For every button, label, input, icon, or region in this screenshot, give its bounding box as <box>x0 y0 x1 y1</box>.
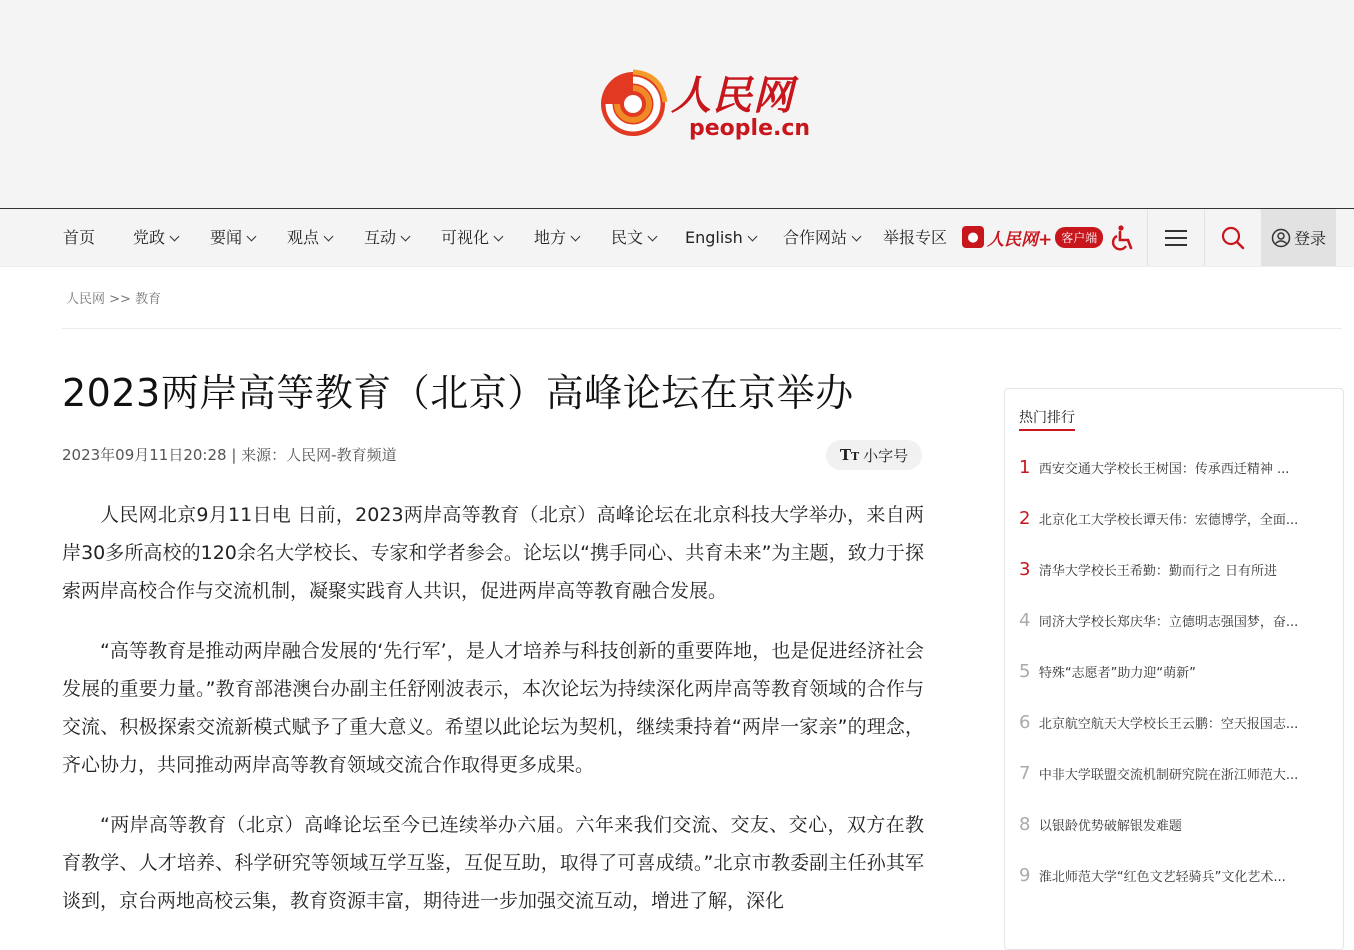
breadcrumb-section-link[interactable]: 教育 <box>135 292 162 307</box>
chevron-down-icon <box>324 232 334 242</box>
nav-item-english[interactable] <box>685 209 756 266</box>
chevron-down-icon <box>747 232 757 242</box>
hot-ranking-item[interactable] <box>1019 447 1319 487</box>
article-paragraph: “高等教育是推动两岸融合发展的‘先行军’，是人才培养与科技创新的重要阵地，也是促进经济社会发展的重要力量。”教育部港澳台办副主任舒刚波表示，本次论坛为持续深化两岸高等教育领域的合作与交流、积极探索交流新模式赋予了重大意义。希望以此论坛为契机，继续秉持着“两岸一家亲”的理念，齐心协力，共同推动两岸高等教育领域交流合作取得更多成果。 <box>62 640 924 776</box>
people-cn-logo[interactable] <box>595 64 815 148</box>
rank-headline[interactable]: 清华大学校长王希勤：勤而行之 日有所进 <box>1038 563 1278 579</box>
breadcrumb-home-link[interactable]: 人民网 <box>66 292 106 307</box>
nav-label: 可视化 <box>441 228 490 247</box>
user-icon <box>1271 228 1291 248</box>
article-datetime: 2023年09月11日20:28 <box>62 446 227 464</box>
nav-item-ethnic[interactable] <box>611 209 656 266</box>
login-button[interactable] <box>1261 209 1336 266</box>
title-underline <box>1019 429 1075 431</box>
rank-number: 9 <box>1019 864 1031 886</box>
accessibility-button[interactable] <box>1100 209 1146 266</box>
article-paragraph: 人民网北京9月11日电 日前，2023两岸高等教育（北京）高峰论坛在北京科技大学举办，来自两岸30多所高校的120余名大学校长、专家和学者参会。论坛以“携手同心、共育未来”为主题，致力于探索两岸高校合作与交流机制，凝聚实践育人共识，促进两岸高等教育融合发展。 <box>62 504 924 602</box>
chevron-down-icon <box>494 232 504 242</box>
nav-label: 合作网站 <box>783 228 848 247</box>
nav-item-local[interactable] <box>534 209 579 266</box>
chevron-down-icon <box>247 232 257 242</box>
nav-item-report[interactable] <box>883 209 947 266</box>
rank-headline[interactable]: 特殊“志愿者”助力迎“萌新” <box>1038 665 1196 681</box>
nav-label: 互动 <box>364 228 397 247</box>
people-plus-app-link[interactable] <box>962 225 1103 249</box>
nav-label: 首页 <box>63 228 96 247</box>
rank-number: 4 <box>1019 609 1031 631</box>
chevron-down-icon <box>571 232 581 242</box>
font-size-toggle-button[interactable] <box>826 440 922 470</box>
article-paragraph: “两岸高等教育（北京）高峰论坛至今已连续举办六届。六年来我们交流、交友、交心，双方在教育教学、人才培养、科学研究等领域互学互鉴，互促互助，取得了可喜成绩。”北京市教委副主任孙其军谈到，京台两地高校云集，教育资源丰富，期待进一步加强交流互动，增进了解，深化 <box>62 814 924 912</box>
chevron-down-icon <box>648 232 658 242</box>
article-body <box>62 496 924 942</box>
nav-label: 地方 <box>534 228 567 247</box>
main-nav <box>0 209 1354 267</box>
font-size-icon: TT <box>839 446 860 464</box>
hot-ranking-item[interactable] <box>1019 498 1319 538</box>
source-separator: | 来源： <box>226 446 287 464</box>
nav-item-party-gov[interactable] <box>133 209 178 266</box>
hot-ranking-item[interactable] <box>1019 549 1319 589</box>
nav-item-home[interactable] <box>63 209 95 266</box>
chevron-down-icon <box>401 232 411 242</box>
rank-headline[interactable]: 西安交通大学校长王树国：传承西迁精神 ... <box>1038 461 1290 477</box>
rank-headline[interactable]: 同济大学校长郑庆华：立德明志强国梦，奋... <box>1038 614 1299 630</box>
hot-ranking-item[interactable] <box>1019 651 1319 691</box>
rank-number: 1 <box>1019 456 1031 478</box>
hot-ranking-item[interactable] <box>1019 804 1319 844</box>
nav-item-opinion[interactable] <box>287 209 332 266</box>
rank-number: 2 <box>1019 507 1031 529</box>
rank-headline[interactable]: 以银龄优势破解银发难题 <box>1038 818 1182 834</box>
breadcrumb-separator: >> <box>105 292 136 307</box>
search-icon <box>1221 226 1245 250</box>
rank-headline[interactable]: 中非大学联盟交流机制研究院在浙江师范大... <box>1038 767 1299 783</box>
wheelchair-icon <box>1109 224 1137 252</box>
logo-chinese-text: 人民网 <box>671 72 794 119</box>
app-badge: 客户端 <box>1055 227 1103 248</box>
rank-number: 6 <box>1019 711 1031 733</box>
rank-headline[interactable]: 北京化工大学校长谭天伟：宏德博学，全面... <box>1038 512 1299 528</box>
chevron-down-icon <box>852 232 862 242</box>
nav-item-visualization[interactable] <box>441 209 502 266</box>
rank-headline[interactable]: 淮北师范大学“红色文艺轻骑兵”文化艺术... <box>1038 869 1286 885</box>
article-meta <box>62 444 397 465</box>
rank-number: 3 <box>1019 558 1031 580</box>
hot-ranking-panel <box>1004 388 1344 950</box>
rank-number: 5 <box>1019 660 1031 682</box>
search-button[interactable] <box>1205 209 1260 266</box>
article-source[interactable]: 人民网-教育频道 <box>286 446 397 464</box>
nav-label: 党政 <box>133 228 166 247</box>
font-size-label: 小字号 <box>863 446 909 465</box>
app-name: 人民网+ <box>987 229 1053 250</box>
breadcrumb-divider <box>62 328 1342 329</box>
nav-item-partners[interactable] <box>783 209 860 266</box>
nav-label: 观点 <box>287 228 320 247</box>
nav-label: 要闻 <box>210 228 243 247</box>
rank-headline[interactable]: 北京航空航天大学校长王云鹏：空天报国志... <box>1038 716 1299 732</box>
chevron-down-icon <box>170 232 180 242</box>
nav-item-interaction[interactable] <box>364 209 409 266</box>
hot-ranking-title: 热门排行 <box>1019 410 1075 426</box>
app-logo-icon: ● <box>962 226 984 248</box>
nav-item-news[interactable] <box>210 209 255 266</box>
hot-ranking-item[interactable] <box>1019 600 1319 640</box>
nav-label: 民文 <box>611 228 644 247</box>
rank-number: 7 <box>1019 762 1031 784</box>
breadcrumb <box>66 288 161 307</box>
nav-label: 举报专区 <box>883 228 948 247</box>
menu-button[interactable] <box>1148 209 1204 266</box>
article-title: 2023两岸高等教育（北京）高峰论坛在京举办 <box>62 371 854 415</box>
logo-english-text: people.cn <box>689 116 811 141</box>
rank-number: 8 <box>1019 813 1031 835</box>
nav-label: English <box>685 228 743 247</box>
masthead <box>0 0 1354 209</box>
logo-swirl-icon <box>595 64 671 140</box>
hamburger-menu-icon <box>1165 228 1187 248</box>
hot-ranking-item[interactable] <box>1019 855 1319 895</box>
hot-ranking-item[interactable] <box>1019 702 1319 742</box>
hot-ranking-item[interactable] <box>1019 753 1319 793</box>
login-label: 登录 <box>1293 229 1326 248</box>
